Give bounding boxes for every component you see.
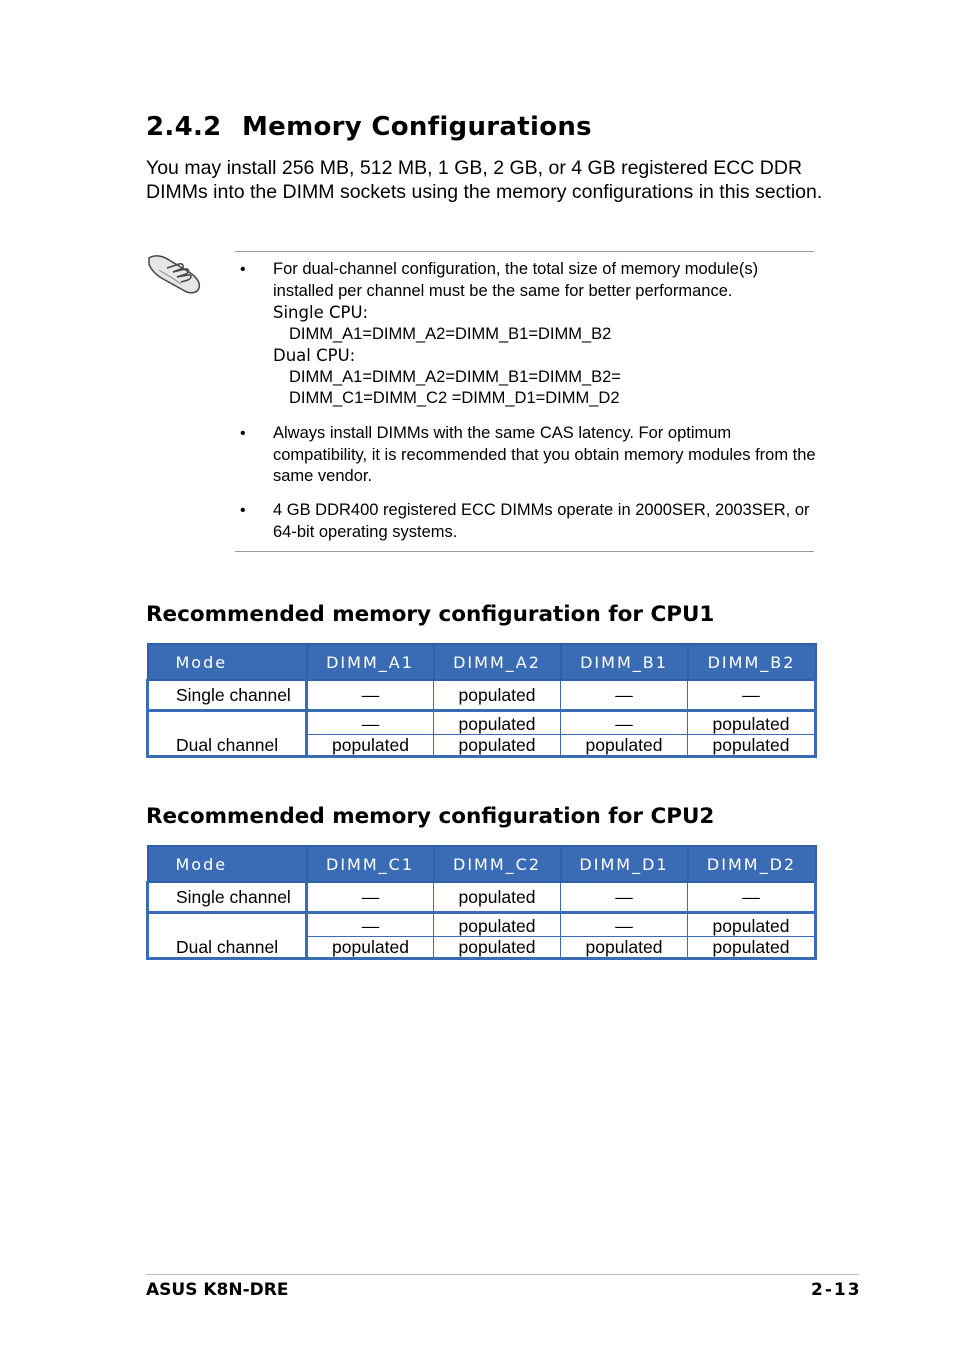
table-header-row: [148, 846, 816, 882]
table-cell: —: [307, 882, 434, 913]
table-row: [148, 711, 816, 735]
table-cell: populated: [688, 711, 816, 735]
header-dimm-b1: DIMM_B1: [561, 644, 688, 680]
table-cell: populated: [307, 735, 434, 757]
dual-cpu-formula-line1: DIMM_A1=DIMM_A2=DIMM_B1=DIMM_B2=: [289, 367, 621, 386]
table-cell: —: [307, 711, 434, 735]
table-cell: populated: [434, 882, 561, 913]
table-cell: populated: [688, 937, 816, 959]
header-dimm-a1: DIMM_A1: [307, 644, 434, 680]
cpu2-table-title: Recommended memory configuration for CPU2: [146, 804, 715, 829]
table-cell: —: [561, 711, 688, 735]
table-cell: —: [307, 913, 434, 937]
header-dimm-d1: DIMM_D1: [561, 846, 688, 882]
bullet-marker: •: [240, 502, 246, 519]
footer-rule: [146, 1274, 859, 1275]
single-cpu-formula: DIMM_A1=DIMM_A2=DIMM_B1=DIMM_B2: [289, 324, 612, 343]
cpu1-table-title: Recommended memory configuration for CPU1: [146, 602, 715, 627]
pointing-hand-icon: [145, 250, 205, 296]
note-bullet-1-text: For dual-channel configuration, the total size of memory module(s) installed per channel must be the same for better performance.: [273, 260, 759, 300]
section-number: 2.4.2: [146, 112, 222, 142]
table-cell: —: [561, 913, 688, 937]
table-cell: populated: [434, 735, 561, 757]
single-cpu-label: Single CPU:: [273, 303, 369, 322]
header-dimm-c2: DIMM_C2: [434, 846, 561, 882]
table-row: [148, 882, 816, 913]
table-cell: —: [561, 680, 688, 711]
table-cell: populated: [434, 937, 561, 959]
dual-cpu-label: Dual CPU:: [273, 346, 356, 365]
mode-cell: Dual channel: [148, 711, 307, 757]
note-bullet-3: 4 GB DDR400 registered ECC DIMMs operate in 2000SER, 2003SER, or 64-bit operating systems.: [273, 501, 810, 541]
footer-product-name: ASUS K8N-DRE: [146, 1280, 289, 1300]
note-bullet-1: [273, 259, 818, 410]
mode-cell: Single channel: [148, 680, 307, 711]
table-cell: populated: [434, 680, 561, 711]
header-dimm-c1: DIMM_C1: [307, 846, 434, 882]
table-cell: —: [688, 882, 816, 913]
header-dimm-a2: DIMM_A2: [434, 644, 561, 680]
intro-paragraph: You may install 256 MB, 512 MB, 1 GB, 2 GB, or 4 GB registered ECC DDR DIMMs into the DIMM sockets using the memory configurations in this section.: [146, 157, 823, 203]
note-bottom-rule: [235, 551, 814, 552]
table-cell: populated: [688, 913, 816, 937]
table-cell: populated: [561, 735, 688, 757]
table-cell: populated: [561, 937, 688, 959]
section-title: Memory Configurations: [242, 112, 592, 142]
table-row: [148, 913, 816, 937]
table-cell: populated: [434, 913, 561, 937]
dual-cpu-formula-line2: DIMM_C1=DIMM_C2 =DIMM_D1=DIMM_D2: [289, 389, 620, 407]
mode-cell: Dual channel: [148, 913, 307, 959]
table-row: [148, 680, 816, 711]
header-dimm-b2: DIMM_B2: [688, 644, 816, 680]
note-bullet-2: Always install DIMMs with the same CAS latency. For optimum compatibility, it is recommended that you obtain memory modules from the same vendor.: [273, 424, 816, 485]
section-heading: [146, 112, 592, 142]
cpu2-memory-table: [146, 845, 817, 960]
table-cell: populated: [688, 735, 816, 757]
header-mode: Mode: [148, 846, 307, 882]
table-cell: populated: [307, 937, 434, 959]
header-dimm-d2: DIMM_D2: [688, 846, 816, 882]
footer-page-number: 2-13: [811, 1280, 862, 1300]
header-mode: Mode: [148, 644, 307, 680]
bullet-marker: •: [240, 261, 246, 278]
table-cell: —: [688, 680, 816, 711]
note-top-rule: [235, 251, 814, 252]
cpu1-memory-table: [146, 643, 817, 758]
mode-cell: Single channel: [148, 882, 307, 913]
table-header-row: [148, 644, 816, 680]
bullet-marker: •: [240, 425, 246, 442]
table-cell: populated: [434, 711, 561, 735]
table-cell: —: [561, 882, 688, 913]
table-cell: —: [307, 680, 434, 711]
